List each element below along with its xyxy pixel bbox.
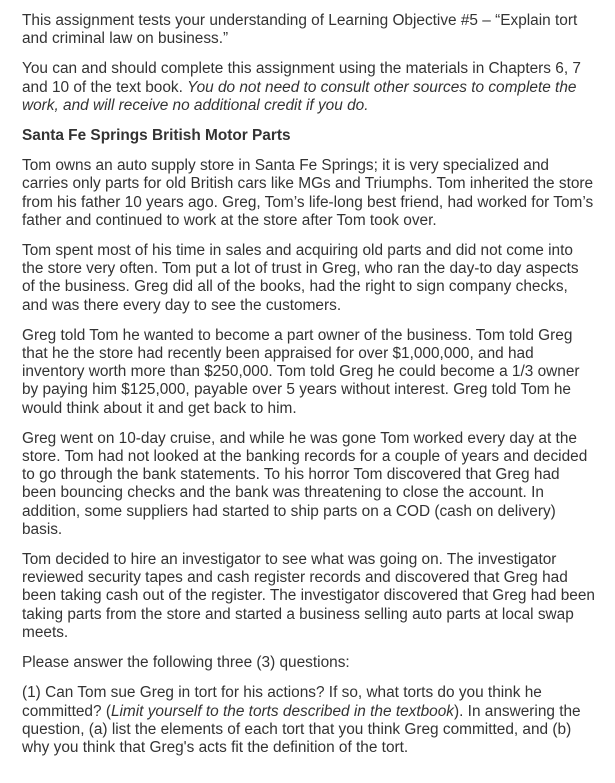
case-heading: Santa Fe Springs British Motor Parts — [22, 127, 291, 145]
case-paragraph-4: Greg went on 10-day cruise, and while he was gone Tom worked every day at the store. Tom had not looked at the banking records for a couple of years and decided to go through the bank statements. To his horror Tom discovered that Greg had been bouncing checks and the bank was threatening to close the account. In addition, some suppliers had started to ship parts on a COD (cash on delivery) basis. — [22, 429, 588, 538]
question-1-text-end: ). In answering the question, (a) list the elements of each tort that you think Greg committed, and (b) why you think that Greg's acts fit the definition of the tort. — [22, 702, 581, 756]
questions-intro: Please answer the following three (3) questions: — [22, 654, 350, 672]
question-1 — [22, 684, 595, 757]
question-1-italic-note: Limit yourself to the torts described in the textbook — [110, 702, 454, 720]
materials-italic-note: You do not need to consult other sources to complete the work, and will receive no additional credit if you do. — [22, 78, 577, 114]
materials-text: You can and should complete this assignment using the materials in Chapters 6, 7 and 10 of the text book. — [22, 60, 581, 96]
case-paragraph-1: Tom owns an auto supply store in Santa Fe Springs; it is very specialized and carries only parts for old British cars like MGs and Triumphs. Tom inherited the store from his father 10 years ago. Greg, Tom’s life-long best friend, had worked for Tom’s father and continued to work at the store after Tom took over. — [22, 157, 594, 229]
materials-paragraph — [22, 60, 595, 115]
intro-paragraph: This assignment tests your understanding of Learning Objective #5 – “Explain tort and criminal law on business.” — [22, 12, 578, 48]
question-1-text-start: (1) Can Tom sue Greg in tort for his actions? If so, what torts do you think he committed? ( — [22, 684, 542, 720]
case-paragraph-2: Tom spent most of his time in sales and acquiring old parts and did not come into the store very often. Tom put a lot of trust in Greg, who ran the day-to day aspects of the business. Greg did all of the books, had the right to sign company checks, and was there every day to see the customers. — [22, 242, 579, 314]
case-paragraph-3: Greg told Tom he wanted to become a part owner of the business. Tom told Greg that he the store had recently been appraised for over $1,000,000, and had inventory worth more than $250,000. Tom told Greg he could become a 1/3 owner by paying him $125,000, payable over 5 years without interest. Greg told Tom he would think about it and get back to him. — [22, 326, 580, 417]
case-paragraph-5: Tom decided to hire an investigator to see what was going on. The investigator reviewed security tapes and cash register records and discovered that Greg had been taking cash out of the register. The investigator discovered that Greg had been taking parts from the store and started a business selling auto parts at local swap meets. — [22, 551, 595, 641]
